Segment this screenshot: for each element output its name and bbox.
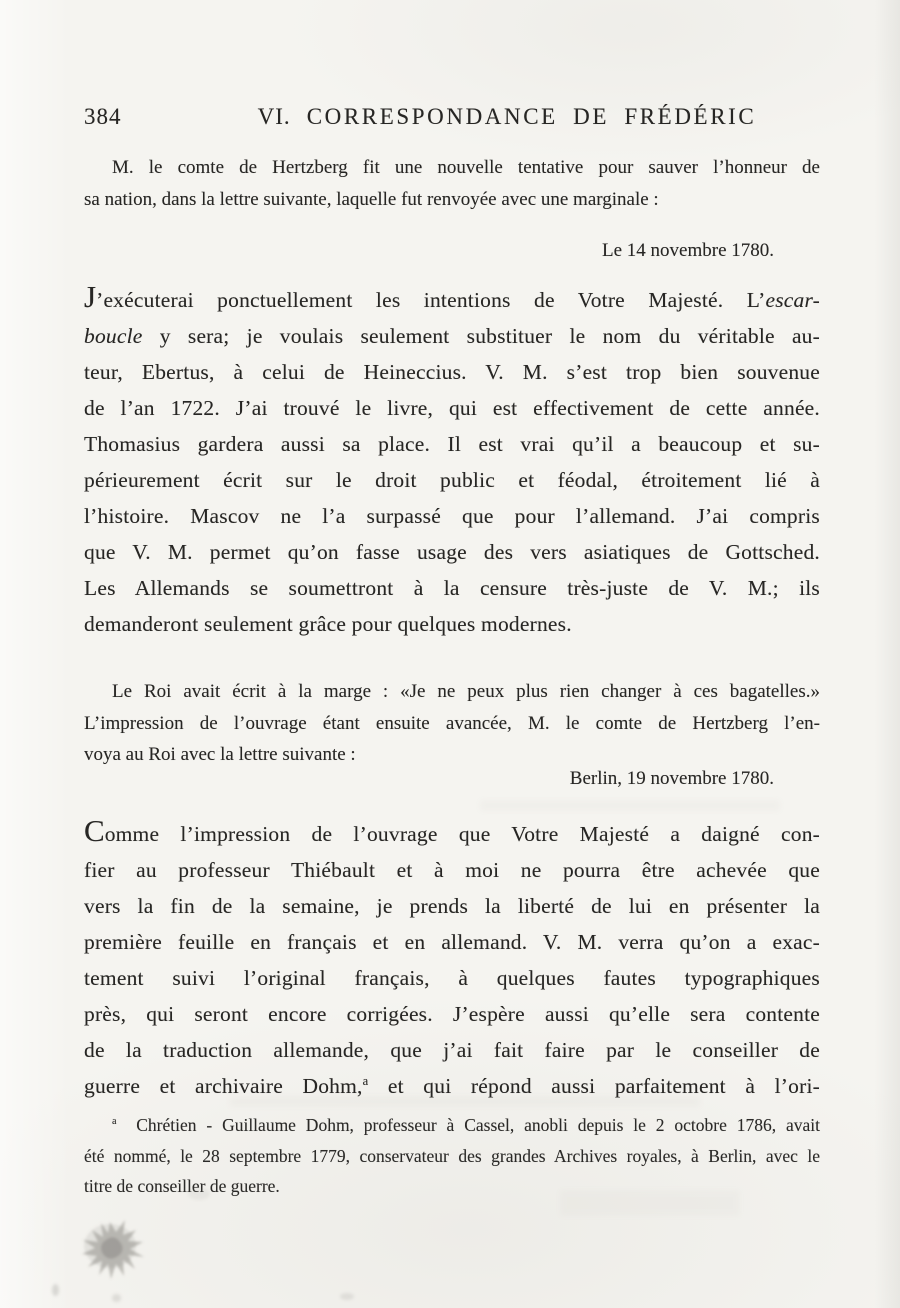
intro-line: M. le comte de Hertzberg fit une nouvelle tentative pour sauver l’honneur de — [112, 157, 820, 178]
letter-1 — [84, 279, 820, 642]
footnote-reference: a — [362, 1073, 369, 1088]
dateline-letter-1 — [84, 240, 820, 262]
page-number: 384 — [84, 104, 122, 129]
editorial-note — [84, 676, 820, 771]
footnote-text: Chrétien - Guillaume Dohm, professeur à Cassel, anobli depuis le 2 octobre 1786, avait — [136, 1115, 821, 1135]
letter-line: vers la fin de la semaine, je prends la liberté de lui en présenter la — [84, 894, 820, 918]
bleed-through-smudge — [560, 1190, 740, 1216]
editorial-intro — [84, 152, 820, 216]
running-title-text: CORRESPONDANCE DE FRÉDÉRIC — [306, 104, 757, 129]
chapter-numeral: VI. — [257, 104, 291, 129]
footnote-line: titre de conseiller de guerre. — [84, 1176, 280, 1196]
bleed-through-smudge — [230, 1096, 700, 1107]
letter-line: l’histoire. Mascov ne l’a surpassé que pour l’allemand. J’ai compris — [84, 504, 820, 528]
letter-line — [84, 279, 820, 318]
paper-speck — [188, 1188, 210, 1200]
letter-line — [84, 318, 820, 354]
letter-text: guerre et archivaire Dohm, — [84, 1074, 363, 1098]
dateline-letter-2 — [84, 768, 820, 790]
note-line: L’impression de l’ouvrage étant ensuite avancée, M. le comte de Hertzberg l’en- — [84, 712, 820, 734]
letter-text: omme l’impression de l’ouvrage que Votre Majesté a daigné con- — [104, 822, 820, 846]
footnote-line — [84, 1110, 820, 1141]
footnote-line: été nommé, le 28 septembre 1779, conservateur des grandes Archives royales, à Berlin, avec le — [84, 1145, 820, 1166]
letter-line: que V. M. permet qu’on fasse usage des vers asiatiques de Gottsched. — [84, 540, 820, 564]
note-line: voya au Roi avec la lettre suivante : — [84, 744, 356, 765]
drop-initial: J — [84, 279, 97, 314]
letter-text-italic: escar- — [765, 288, 820, 312]
page-header — [84, 104, 820, 130]
footnote-text — [117, 1115, 137, 1135]
letter-line: Thomasius gardera aussi sa place. Il est vrai qu’il a beaucoup et su- — [84, 432, 820, 456]
letter-2 — [84, 813, 820, 1104]
bleed-through-smudge — [480, 800, 780, 811]
letter-line: tement suivi l’original français, à quelques fautes typographiques — [84, 966, 820, 990]
paper-speck — [52, 1284, 59, 1296]
letter-text-italic: boucle — [84, 324, 143, 348]
intro-line: sa nation, dans la lettre suivante, laquelle fut renvoyée avec une marginale : — [84, 189, 659, 210]
footnote-marker: a — [112, 1116, 117, 1128]
drop-initial: C — [84, 813, 105, 848]
letter-line: teur, Ebertus, à celui de Heineccius. V. M. s’est trop bien souvenue — [84, 360, 820, 384]
letter-line: près, qui seront encore corrigées. J’espère aussi qu’elle sera contente — [84, 1002, 820, 1026]
dateline-text: Le 14 novembre 1780. — [601, 240, 774, 261]
running-title — [194, 104, 820, 130]
letter-line — [84, 813, 820, 852]
letter-line: périeurement écrit sur le droit public et féodal, étroitement lié à — [84, 468, 820, 492]
dateline-text: Berlin, 19 novembre 1780. — [569, 768, 774, 789]
letter-line: fier au professeur Thiébault et à moi ne pourra être achevée que — [84, 858, 820, 882]
letter-line: première feuille en français et en allemand. V. M. verra qu’on a exac- — [84, 930, 820, 954]
paper-speck — [112, 1294, 121, 1302]
letter-line: de l’an 1722. J’ai trouvé le livre, qui est effectivement de cette année. — [84, 396, 820, 420]
letter-text: ’exécuterai ponctuellement les intentions de Votre Majesté. L’ — [96, 288, 766, 312]
note-line: Le Roi avait écrit à la marge : «Je ne peux plus rien changer à ces bagatelles.» — [112, 681, 820, 702]
letter-text: y sera; je voulais seulement substituer le nom du véritable au- — [142, 324, 820, 348]
paper-speck — [340, 1293, 354, 1300]
letter-text: et qui répond aussi parfaitement à l’ori- — [368, 1074, 820, 1098]
letter-line: demanderont seulement grâce pour quelques modernes. — [84, 612, 572, 636]
ink-blot — [58, 1200, 168, 1292]
letter-line: de la traduction allemande, que j’ai fait faire par le conseiller de — [84, 1038, 820, 1062]
letter-line: Les Allemands se soumettront à la censure très-juste de V. M.; ils — [84, 576, 820, 600]
